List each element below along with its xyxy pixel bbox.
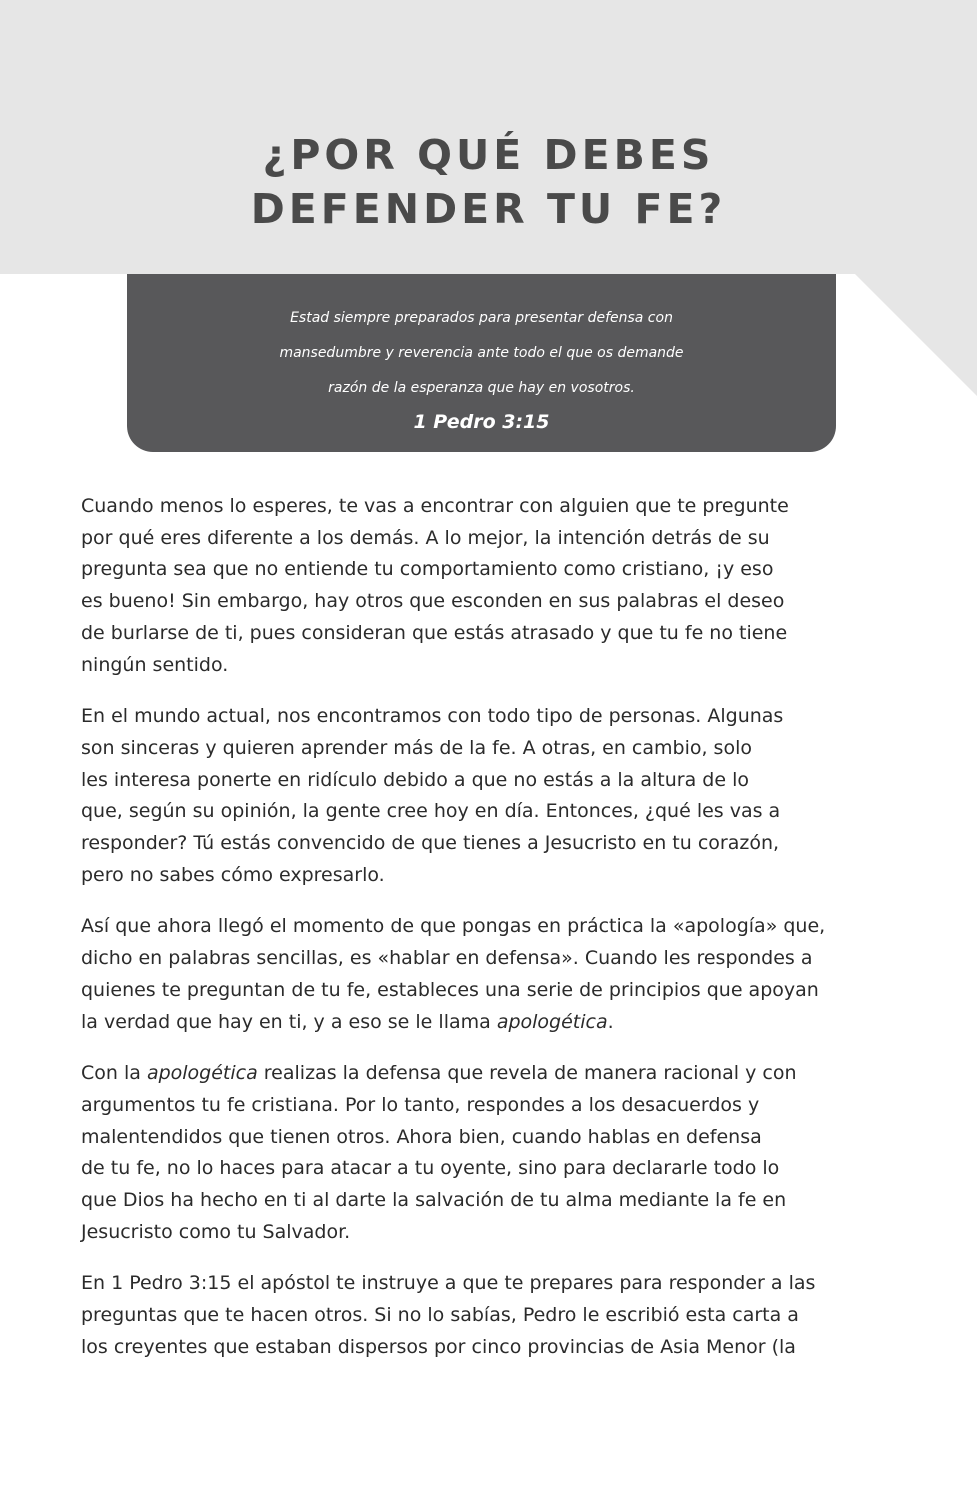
paragraph-2	[81, 701, 896, 891]
text-line	[81, 1058, 896, 1090]
text-line: pero no sabes cómo expresarlo.	[81, 863, 385, 886]
text-line: son sinceras y quieren aprender más de la fe. A otras, en cambio, solo	[81, 736, 752, 759]
text-segment: realizas la defensa que revela de manera racional y con	[257, 1062, 797, 1085]
verse-line: mansedumbre y reverencia ante todo el que os demande	[279, 345, 684, 361]
text-line: dicho en palabras sencillas, es «hablar en defensa». Cuando les respondes a	[81, 947, 813, 970]
text-line: Jesucristo como tu Salvador.	[81, 1220, 351, 1243]
text-line: En 1 Pedro 3:15 el apóstol te instruye a que te prepares para responder a las	[81, 1272, 816, 1295]
paragraph-5	[81, 1268, 896, 1363]
text-line: En el mundo actual, nos encontramos con todo tipo de personas. Algunas	[81, 705, 784, 728]
text-line: responder? Tú estás convencido de que tienes a Jesucristo en tu corazón,	[81, 832, 780, 855]
text-segment: .	[607, 1010, 614, 1033]
page-title-line-2: DEFENDER TU FE?	[250, 185, 727, 233]
text-segment: la verdad que hay en ti, y a eso se le llama	[81, 1010, 497, 1033]
text-line: de burlarse de ti, pues consideran que estás atrasado y que tu fe no tiene	[81, 621, 788, 644]
page-title-line-1: ¿POR QUÉ DEBES	[262, 131, 715, 179]
text-line: preguntas que te hacen otros. Si no lo sabías, Pedro le escribió esta carta a	[81, 1304, 799, 1327]
text-line: Así que ahora llegó el momento de que pongas en práctica la «apología» que,	[81, 915, 826, 938]
text-line: por qué eres diferente a los demás. A lo mejor, la intención detrás de su	[81, 526, 770, 549]
text-line: de tu fe, no lo haces para atacar a tu oyente, sino para declararle todo lo	[81, 1157, 780, 1180]
text-line: pregunta sea que no entiende tu comportamiento como cristiano, ¡y eso	[81, 558, 774, 581]
paragraph-1	[81, 491, 896, 681]
verse-callout	[127, 274, 836, 452]
verse-reference: 1 Pedro 3:15	[413, 411, 550, 433]
text-line: los creyentes que estaban dispersos por cinco provincias de Asia Menor (la	[81, 1335, 796, 1358]
text-line: les interesa ponerte en ridículo debido a que no estás a la altura de lo	[81, 768, 749, 791]
text-line: que, según su opinión, la gente cree hoy en día. Entonces, ¿qué les vas a	[81, 800, 781, 823]
paragraph-4	[81, 1058, 896, 1248]
body-text	[81, 491, 896, 1384]
text-line: Cuando menos lo esperes, te vas a encontrar con alguien que te pregunte	[81, 495, 789, 517]
text-segment: Con la	[81, 1062, 147, 1085]
corner-fold-decoration	[855, 274, 977, 396]
text-line: es bueno! Sin embargo, hay otros que esconden en sus palabras el deseo	[81, 590, 785, 613]
italic-term: apologética	[146, 1062, 258, 1085]
text-line: quienes te preguntan de tu fe, estableces una serie de principios que apoyan	[81, 978, 819, 1001]
text-line	[81, 1007, 896, 1039]
italic-term: apologética	[496, 1010, 608, 1033]
verse-quote	[127, 301, 836, 406]
verse-line: razón de la esperanza que hay en vosotros.	[328, 380, 635, 396]
text-line: ningún sentido.	[81, 653, 229, 676]
text-line: malentendidos que tienen otros. Ahora bien, cuando hablas en defensa	[81, 1125, 762, 1148]
page-title	[0, 128, 977, 236]
text-line: argumentos tu fe cristiana. Por lo tanto, respondes a los desacuerdos y	[81, 1093, 760, 1116]
verse-line: Estad siempre preparados para presentar defensa con	[290, 310, 673, 326]
paragraph-3	[81, 911, 896, 1038]
text-line: que Dios ha hecho en ti al darte la salvación de tu alma mediante la fe en	[81, 1189, 787, 1212]
